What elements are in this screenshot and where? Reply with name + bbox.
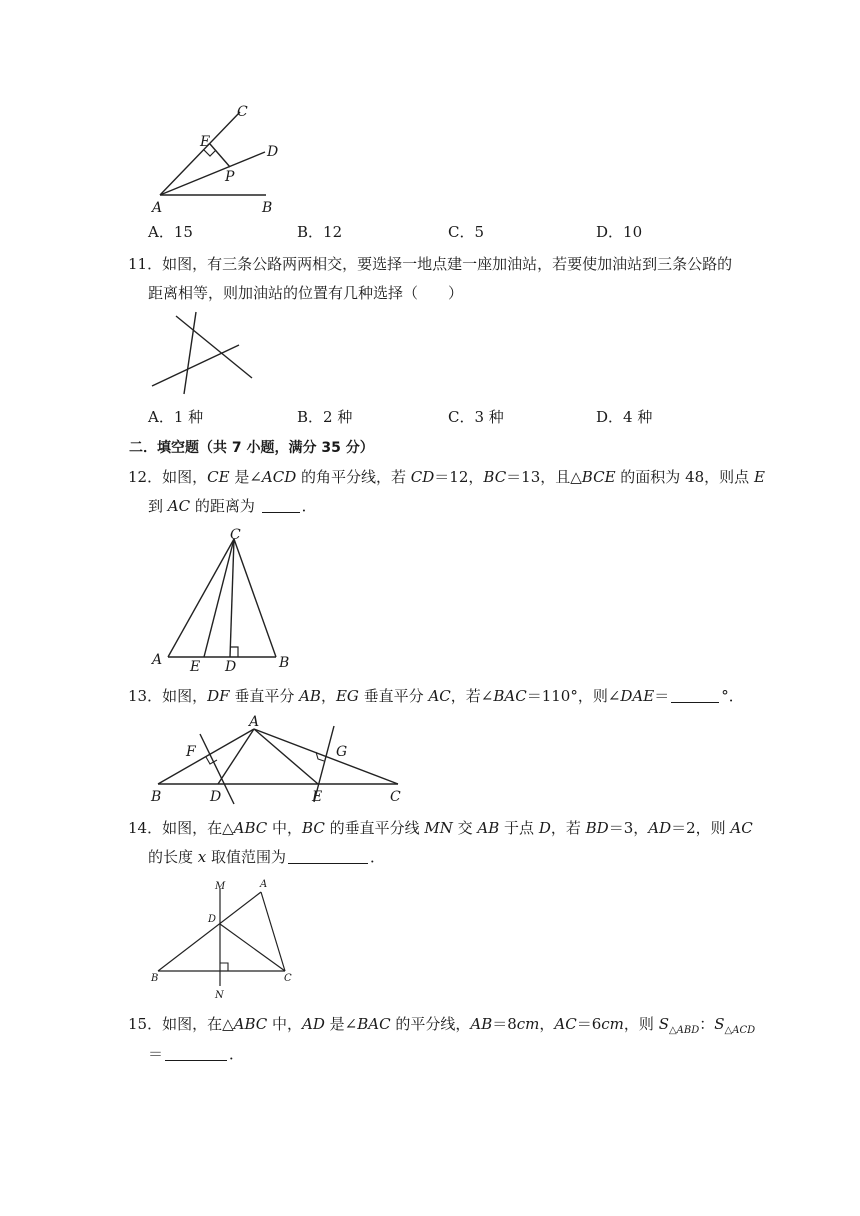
label-d: D — [225, 659, 237, 675]
label-f: F — [186, 744, 196, 760]
option-c: C．5 — [448, 223, 485, 241]
label-d: D — [267, 144, 279, 160]
figure-q14 — [148, 874, 298, 1004]
q12-line1: 12．如图，CE 是∠ACD 的角平分线，若 CD＝12，BC＝13，且△BCE 的面积为 48，则点 E — [128, 468, 765, 486]
option-a: A．1 种 — [148, 408, 204, 426]
option-b: B．12 — [297, 223, 343, 241]
label-c: C — [230, 527, 241, 543]
label-g: G — [336, 744, 348, 760]
label-p: P — [225, 169, 235, 185]
label-e: E — [200, 134, 211, 150]
q11-line1: 11．如图，有三条公路两两相交，要选择一地点建一座加油站，若要使加油站到三条公路的 — [128, 255, 733, 273]
label-a: A — [152, 652, 163, 668]
answer-blank[interactable] — [288, 848, 368, 864]
label-e: E — [312, 789, 323, 805]
label-b: B — [279, 655, 290, 671]
label-b: B — [262, 200, 273, 216]
label-b: B — [151, 789, 162, 805]
option-c: C．3 种 — [448, 408, 504, 426]
option-d: D．4 种 — [596, 408, 653, 426]
q11-options — [0, 407, 860, 427]
figure-q10 — [140, 100, 300, 220]
q12-line2: 到 AC 的距离为 ． — [148, 497, 317, 515]
q14-line2: 的长度 x 取值范围为 ． — [148, 848, 386, 866]
label-b: B — [151, 973, 159, 984]
answer-blank[interactable] — [165, 1045, 227, 1061]
q15-line2: ＝ ． — [148, 1045, 245, 1063]
q11-number: 11． — [128, 255, 163, 273]
label-m: M — [215, 881, 226, 892]
option-a: A．15 — [148, 223, 193, 241]
label-c: C — [390, 789, 401, 805]
label-d: D — [210, 789, 222, 805]
label-c: C — [284, 973, 292, 984]
label-a: A — [152, 200, 163, 216]
figure-q11 — [148, 310, 258, 395]
answer-blank[interactable] — [262, 497, 300, 513]
answer-blank[interactable] — [671, 687, 719, 703]
q11-line2: 距离相等，则加油站的位置有几种选择（ ） — [148, 284, 464, 302]
label-e: E — [190, 659, 201, 675]
label-c: C — [237, 104, 248, 120]
option-d: D．10 — [596, 223, 643, 241]
section-title: 二．填空题（共 7 小题，满分 35 分） — [129, 440, 374, 456]
label-n: N — [215, 990, 224, 1001]
option-b: B．2 种 — [297, 408, 353, 426]
figure-q12 — [148, 524, 298, 675]
label-a: A — [260, 879, 268, 890]
figure-q13 — [148, 712, 410, 804]
q13-line1: 13．如图，DF 垂直平分 AB，EG 垂直平分 AC，若∠BAC＝110°，则∠DAE＝ °． — [128, 687, 744, 705]
q10-options — [0, 222, 860, 242]
q14-line1: 14．如图，在△ABC 中，BC 的垂直平分线 MN 交 AB 于点 D，若 BD＝3，AD＝2，则 AC — [128, 819, 753, 837]
label-a: A — [249, 714, 260, 730]
q15-line1: 15．如图，在△ABC 中，AD 是∠BAC 的平分线，AB＝8cm，AC＝6cm，则 $S_{\triangle ABD}$：$S_{\triangle ACD}$ — [128, 1015, 756, 1036]
label-d: D — [208, 914, 217, 925]
